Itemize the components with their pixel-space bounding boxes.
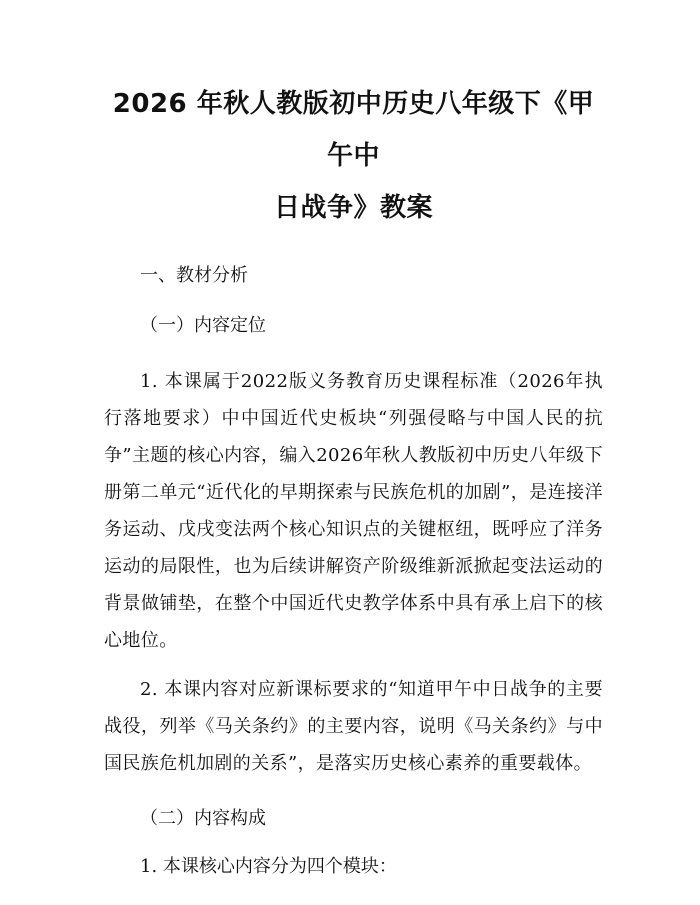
- subsection-heading-content-structure: （二）内容构成: [140, 808, 266, 829]
- subsection-heading-content-position: （一）内容定位: [140, 315, 266, 336]
- title-line-2: 日战争》教案: [273, 193, 433, 223]
- document-title: [104, 78, 603, 234]
- section-heading-textbook-analysis: 一、教材分析: [140, 265, 248, 286]
- paragraph-2: 2. 本课内容对应新课标要求的“知道甲午中日战争的主要战役，列举《马关条约》的主要内容，说明《马关条约》与中国民族危机加剧的关系”，是落实历史核心素养的重要载体。: [104, 679, 603, 774]
- title-line-1: 2026 年秋人教版初中历史八年级下《甲午中: [112, 89, 595, 171]
- paragraph-1: 1. 本课属于2022版义务教育历史课程标准（2026年执行落地要求）中中国近代史板块“列强侵略与中国人民的抗争”主题的核心内容，编入2026年秋人教版初中历史八年级下册第二单元“近代化的早期探索与民族危机的加剧”，是连接洋务运动、戊戌变法两个核心知识点的关键枢纽，既呼应了洋务运动的局限性，也为后续讲解资产阶级维新派掀起变法运动的背景做铺垫，在整个中国近代史教学体系中具有承上启下的核心地位。: [104, 371, 603, 651]
- list-item-1: 1. 本课核心内容分为四个模块：: [140, 856, 397, 877]
